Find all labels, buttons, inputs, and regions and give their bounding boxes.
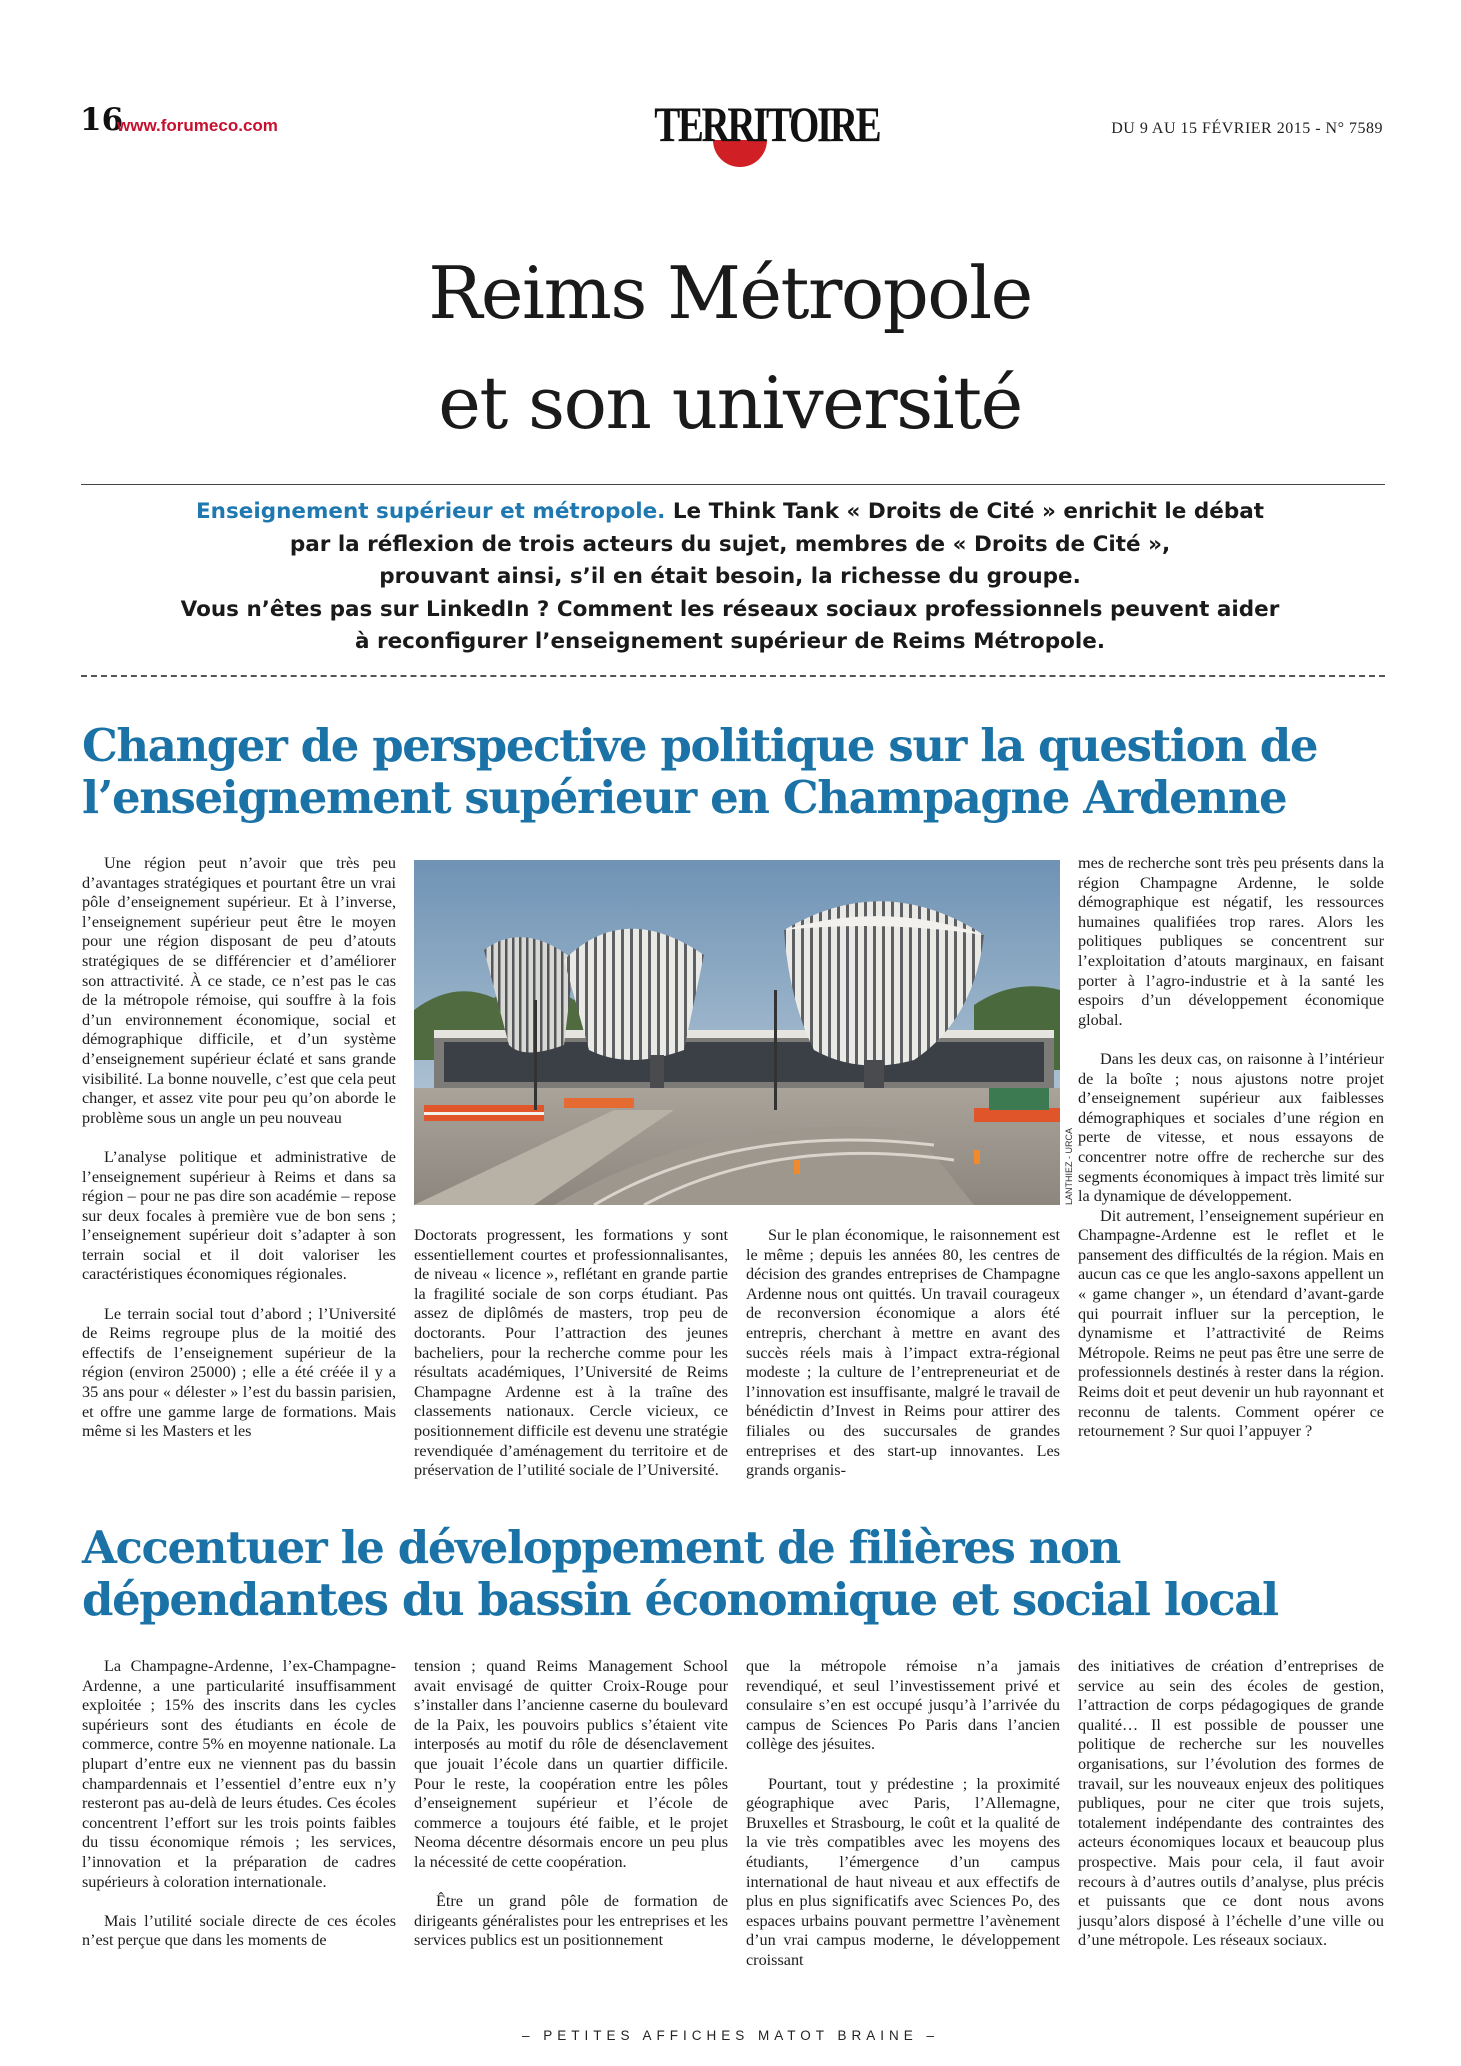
article2-headline <box>82 1522 1382 1626</box>
standfirst-text: Le Think Tank « Droits de Cité » enrichit le débat <box>665 499 1264 524</box>
dashed-divider <box>81 675 1385 677</box>
article2-column-3 <box>746 1657 1060 1971</box>
page-title <box>200 238 1260 458</box>
page-title-line: et son université <box>438 361 1022 445</box>
article2-column-2 <box>414 1657 728 1951</box>
paragraph: Le terrain social tout d’abord ; l’Université de Reims regroupe plus de la moitié des effectifs de l’enseignement supérieur de la région (environ 25000) ; elle a été créée il y a 35 ans pour « délester » l’est du bassin parisien, et offre une gamme large de formations. Mais même si les Masters et les <box>82 1304 396 1441</box>
paragraph: Sur le plan économique, le raisonnement est le même ; depuis les années 80, les centres de décision des grandes entreprises de Champagne Ardenne nous ont quittés. Un travail courageux de reconversion économique a alors été entrepris, cherchant à mettre en avant des succès réels mais à l’impact extra-régional modeste ; la culture de l’entrepreneuriat et de l’innovation est insuffisante, malgré le travail de bénédictin d’Invest in Reims pour attirer des filiales ou des succursales de grandes entreprises et des start-up innovantes. Les grands organis- <box>746 1226 1060 1480</box>
footer-dash: ‒ <box>917 2028 940 2043</box>
photo-credit: LANTHIEZ - URCA <box>1064 1127 1074 1205</box>
article1-column-2 <box>414 1226 728 1481</box>
headline-line: Accentuer le développement de filières non <box>82 1521 1120 1574</box>
article2-column-4 <box>1078 1657 1384 1951</box>
issue-date: DU 9 AU 15 FÉVRIER 2015 - N° 7589 <box>1111 120 1383 137</box>
paragraph: Pourtant, tout y prédestine ; la proximité géographique avec Paris, l’Allemagne, Bruxelles et Strasbourg, le coût et la qualité de la vie très compatibles avec les moyens des étudiants, l’émergence d’un campus international de haut niveau et aux effectifs de plus en plus significatifs avec Sciences Po, des espaces urbains pouvant permettre l’avènement d’un vrai campus moderne, le développement croissant <box>746 1774 1060 1969</box>
article1-column-3 <box>746 1226 1060 1481</box>
paragraph: Doctorats progressent, les formations y sont essentiellement courtes et professionnalisantes, de niveau « licence », reflétant en grande partie la fragilité sociale de son corps étudiant. Pas assez de diplômés de masters, trop peu de doctorants. Pour l’attraction des jeunes bacheliers, pour la recherche comme pour les résultats académiques, l’Université de Reims Champagne Ardenne est à la traîne des classements nationaux. Cercle vicieux, ce positionnement difficile est devenu une stratégie revendiquée d’aménagement du territoire et de préservation de l’utilité sociale de l’Université. <box>414 1226 728 1480</box>
standfirst-line: à reconfigurer l’enseignement supérieur de Reims Métropole. <box>355 629 1105 654</box>
article2-column-1 <box>82 1657 396 1951</box>
website-link[interactable]: www.forumeco.com <box>117 116 278 135</box>
paragraph: L’analyse politique et administrative de l’enseignement supérieur à Reims et dans sa région – pour ne pas dire son académie – repose sur deux focales à première vue de bon sens ; l’enseignement supérieur doit s’adapter à son terrain social et il doit valoriser les caractéristiques économiques régionales. <box>82 1147 396 1284</box>
top-divider <box>81 484 1385 485</box>
standfirst-lead: Enseignement supérieur et métropole. <box>195 499 666 524</box>
university-campus-photo <box>414 860 1060 1205</box>
page-number: 16 <box>80 102 124 138</box>
paragraph: des initiatives de création d’entreprises de service au sein des écoles de gestion, l’attraction de corps pédagogiques de grande qualité… Il est possible de pousser une politique de recherche sur les nouvelles organisations, sur l’évolution des formes de travail, sur les nouveaux enjeux des politiques publiques, pour ne citer que trois sujets, totalement indépendante des contraintes des acteurs économiques locaux et beaucoup plus prospective. Mais pour cela, il faut avoir recours à d’autres outils d’analyse, plus précis et puissants que ce dont nous avons jusqu’alors disposé à l’échelle d’une ville ou d’une métropole. Les réseaux sociaux. <box>1078 1657 1384 1950</box>
paragraph: Une région peut n’avoir que très peu d’avantages stratégiques et pourtant être un vrai pôle d’enseignement supérieur. Et à l’inverse, l’enseignement supérieur peut être le moyen pour une région disposant de peu d’atouts stratégiques de se différencier et d’améliorer son attractivité. À ce stade, ce n’est pas le cas de la métropole rémoise, qui souffre à la fois d’un environnement économique, social et démographique difficile, et d’un système d’enseignement supérieur éclaté et sans grande visibilité. La bonne nouvelle, c’est que cela peut changer, et assez vite pour peu qu’on aborde le problème sous un angle un peu nouveau <box>82 854 396 1127</box>
paragraph: Mais l’utilité sociale directe de ces écoles n’est perçue que dans les moments de <box>82 1911 396 1950</box>
footer-dash: ‒ <box>521 2028 544 2043</box>
paragraph: Dit autrement, l’enseignement supérieur en Champagne-Ardenne est le reflet et le pansement des difficultés de la région. Mais en aucun cas ce que les anglo-saxons appellent un « game changer », un étendard d’avant-garde qui pourrait influer sur la perception, le dynamisme et l’attractivité de Reims Métropole. Reims ne peut pas être une serre de professionnels destinés à rester dans la région. Reims doit et peut devenir un hub rayonnant et reconnu de talents. Comment opérer ce retournement ? Sur quoi l’appuyer ? <box>1078 1206 1384 1441</box>
paragraph: que la métropole rémoise n’a jamais revendiqué, et seul l’investissement privé et consulaire s’en est occupé jusqu’à l’arrivée du campus de Sciences Po Paris dans l’ancien collège des jésuites. <box>746 1657 1060 1754</box>
standfirst-line: prouvant ainsi, s’il en était besoin, la richesse du groupe. <box>379 564 1081 589</box>
headline-line: dépendantes du bassin économique et social local <box>82 1573 1278 1626</box>
headline-line: Changer de perspective politique sur la question de <box>82 719 1318 772</box>
paragraph: Être un grand pôle de formation de dirigeants généralistes pour les entreprises et les services publics est un positionnement <box>414 1892 728 1950</box>
standfirst-line: Vous n’êtes pas sur LinkedIn ? Comment les réseaux sociaux professionnels peuvent aider <box>180 596 1280 622</box>
section-rubric: TERRITOIRE <box>654 96 880 152</box>
footer-publisher <box>0 2028 1461 2043</box>
article1-column-1 <box>82 854 396 1442</box>
paragraph: La Champagne-Ardenne, l’ex-Champagne-Ardenne, a une particularité insuffisamment exploitée ; 15% des inscrits dans les cycles supérieurs sont des étudiants en école de commerce, contre 5% en moyenne nationale. La plupart d’entre eux ne viennent pas du bassin champardennais et l’essentiel d’entre eux n’y resteront pas au-delà de leurs études. Ces écoles concentrent l’effort sur les trois points faibles du tissu économique rémois ; les services, l’innovation et la préparation de cadres supérieurs à coloration internationale. <box>82 1657 396 1891</box>
standfirst-line: par la réflexion de trois acteurs du sujet, membres de « Droits de Cité », <box>289 531 1171 557</box>
paragraph: tension ; quand Reims Management School avait envisagé de quitter Croix-Rouge pour s’installer dans l’ancienne caserne du boulevard de la Paix, les pouvoirs publics s’étaient vite interposés au motif du rôle de désenclavement que jouait l’école dans un quartier difficile. Pour le reste, la coopération entre les pôles d’enseignement supérieur et l’école de commerce a toujours été faible, et le projet Neoma décentre désormais encore un peu plus la nécessité de cette coopération. <box>414 1657 728 1871</box>
article1-headline <box>82 720 1382 824</box>
paragraph: Dans les deux cas, on raisonne à l’intérieur de la boîte ; nous ajustons notre projet d’enseignement supérieur aux faiblesses démographiques et sociales d’une région en perte de vitesse, et nous essayons de concentrer notre offre de recherche sur des segments économiques à impact très limité sur la dynamique de développement. <box>1078 1049 1384 1206</box>
standfirst-line <box>120 496 1340 529</box>
paragraph: mes de recherche sont très peu présents dans la région Champagne Ardenne, le solde démographique est négatif, les ressources humaines qualifiées trop rares. Alors les politiques publiques se concentrent sur l’exploitation d’atouts marginaux, en faisant porter à l’agro-industrie et à la santé les espoirs d’un développement économique global. <box>1078 854 1384 1029</box>
page-title-line: Reims Métropole <box>428 251 1032 335</box>
standfirst <box>120 496 1340 659</box>
footer-text: PETITES AFFICHES MATOT BRAINE <box>543 2028 918 2043</box>
headline-line: l’enseignement supérieur en Champagne Ardenne <box>82 771 1287 824</box>
article1-column-4 <box>1078 854 1384 1442</box>
